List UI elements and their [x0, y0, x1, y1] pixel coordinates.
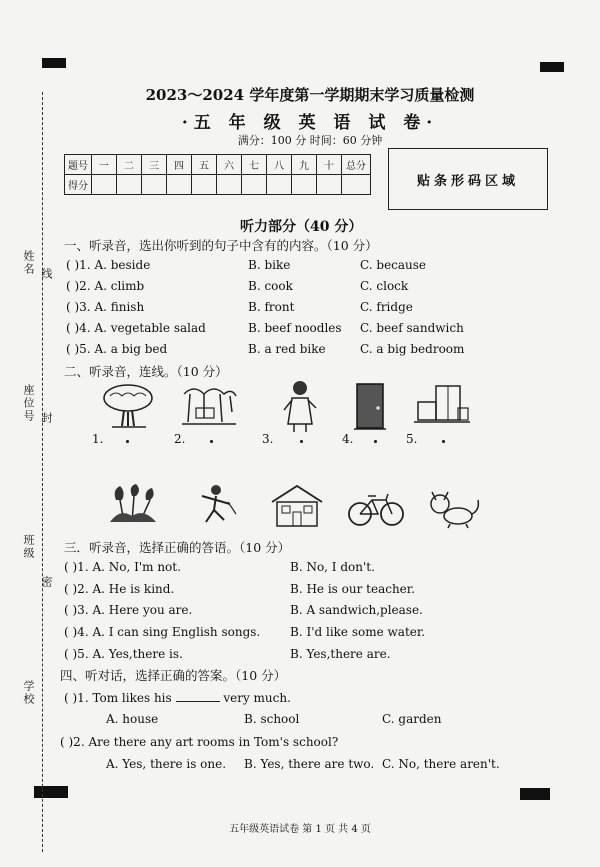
match-number: 1.	[92, 432, 104, 446]
score-cell[interactable]	[92, 175, 117, 195]
part1-heading: 一、听录音，选出你听到的句子中含有的内容。（10 分）	[64, 238, 378, 253]
score-table-col: 一	[92, 155, 117, 175]
registration-mark-top-left	[42, 58, 66, 68]
girl-illustration	[282, 378, 318, 434]
score-table-col: 六	[217, 155, 242, 175]
score-table-col: 七	[242, 155, 267, 175]
house-illustration	[268, 484, 326, 528]
score-table-col: 总分	[342, 155, 371, 175]
match-number: 3.	[262, 432, 274, 446]
part3-question-text: ( )3. A. Here you are.	[64, 603, 193, 617]
score-table-header-row	[65, 155, 371, 175]
part1-option-c: C. a big bedroom	[360, 342, 465, 356]
registration-mark-top-right	[540, 62, 564, 72]
score-table-score-row	[65, 175, 371, 195]
part4-q1-text-before: ( )1. Tom likes his	[64, 691, 172, 705]
match-dot[interactable]	[374, 440, 377, 443]
score-table-row-label: 题号	[65, 155, 92, 175]
seat-number-label: 座位号	[22, 384, 35, 423]
binding-line	[42, 92, 43, 852]
part4-heading: 四、听对话，选择正确的答案。（10 分）	[60, 668, 287, 683]
score-table-col: 五	[192, 155, 217, 175]
score-table-col: 三	[142, 155, 167, 175]
part4-q2-option-b: B. Yes, there are two.	[244, 757, 375, 771]
page-footer: 五年级英语试卷 第 1 页 共 4 页	[229, 824, 371, 835]
part1-option-c: C. clock	[360, 279, 409, 293]
score-cell[interactable]	[267, 175, 292, 195]
match-dot[interactable]	[442, 440, 445, 443]
score-cell[interactable]	[192, 175, 217, 195]
score-table-row-label: 得分	[65, 175, 92, 195]
tree-illustration	[100, 382, 156, 430]
score-table-col: 十	[317, 155, 342, 175]
part1-question-text: ( )2. A. climb	[66, 279, 145, 293]
part1-option-b: B. front	[248, 300, 295, 314]
match-number: 2.	[174, 432, 186, 446]
part1-question-text: ( )5. A. a big bed	[66, 342, 168, 356]
part1-option-b: B. a red bike	[248, 342, 326, 356]
score-table-col: 四	[167, 155, 192, 175]
part4-q1-option-a: A. house	[106, 712, 159, 726]
part1-option-c: C. because	[360, 258, 427, 272]
score-table-col: 九	[292, 155, 317, 175]
door-illustration	[354, 382, 386, 432]
score-cell[interactable]	[142, 175, 167, 195]
score-table	[64, 154, 371, 195]
part4-question-2: ( )2. Are there any art rooms in Tom's school?	[60, 735, 339, 749]
part1-question-text: ( )3. A. finish	[66, 300, 145, 314]
part3-heading: 三．听录音，选择正确的答语。（10 分）	[64, 540, 291, 555]
part3-question-text: ( )5. A. Yes,there is.	[64, 647, 183, 661]
match-number: 5.	[406, 432, 418, 446]
binding-mark-line: 线	[40, 268, 53, 281]
match-dot[interactable]	[210, 440, 213, 443]
park-trees-illustration	[180, 382, 238, 430]
part3-option-b: B. No, I don't.	[290, 560, 375, 574]
part2-heading: 二、听录音，连线。（10 分）	[64, 364, 228, 379]
part1-option-c: C. beef sandwich	[360, 321, 464, 335]
score-cell[interactable]	[317, 175, 342, 195]
part1-option-b: B. cook	[248, 279, 293, 293]
furniture-illustration	[414, 384, 470, 428]
bike-illustration	[346, 488, 406, 528]
flowers-illustration	[102, 482, 162, 528]
match-dot[interactable]	[300, 440, 303, 443]
part4-q1-option-c: C. garden	[382, 712, 442, 726]
cat-illustration	[424, 486, 480, 530]
listening-section-title: 听力部分（40 分）	[240, 219, 363, 235]
part3-option-b: B. He is our teacher.	[290, 582, 416, 596]
part3-question-text: ( )2. A. He is kind.	[64, 582, 175, 596]
part4-q1-option-b: B. school	[244, 712, 300, 726]
score-cell[interactable]	[217, 175, 242, 195]
binding-mark-secret: 密	[40, 576, 53, 589]
score-cell[interactable]	[242, 175, 267, 195]
part4-q2-option-a: A. Yes, there is one.	[106, 757, 227, 771]
part4-question-1	[64, 690, 291, 705]
part3-question-text: ( )1. A. No, I'm not.	[64, 560, 181, 574]
fill-in-blank[interactable]	[176, 690, 220, 702]
exam-subtitle: ·五 年 级 英 语 试 卷·	[181, 113, 439, 133]
part3-question-text: ( )4. A. I can sing English songs.	[64, 625, 261, 639]
match-number: 4.	[342, 432, 354, 446]
score-table-col: 二	[117, 155, 142, 175]
part1-option-c: C. fridge	[360, 300, 413, 314]
part1-question-text: ( )1. A. beside	[66, 258, 151, 272]
score-cell[interactable]	[167, 175, 192, 195]
part1-option-b: B. bike	[248, 258, 291, 272]
exam-meta: 满分：100 分 时间：60 分钟	[237, 134, 383, 147]
score-table-col: 八	[267, 155, 292, 175]
part3-option-b: B. A sandwich,please.	[290, 603, 423, 617]
score-cell[interactable]	[292, 175, 317, 195]
part3-option-b: B. Yes,there are.	[290, 647, 391, 661]
part1-question-text: ( )4. A. vegetable salad	[66, 321, 206, 335]
climbing-child-illustration	[192, 482, 240, 530]
exam-title: 2023～2024 学年度第一学期期末学习质量检测	[145, 86, 475, 104]
class-label: 班级	[22, 534, 35, 560]
school-label: 学校	[22, 680, 35, 706]
part3-option-b: B. I'd like some water.	[290, 625, 426, 639]
registration-mark-bottom-right	[520, 788, 550, 800]
score-cell[interactable]	[117, 175, 142, 195]
part1-option-b: B. beef noodles	[248, 321, 342, 335]
score-cell[interactable]	[342, 175, 371, 195]
barcode-area: 贴条形码区域	[388, 148, 548, 210]
part4-q2-option-c: C. No, there aren't.	[382, 757, 500, 771]
registration-mark-bottom-left	[34, 786, 68, 798]
binding-mark-seal: 封	[40, 412, 53, 425]
part4-q1-text-after: very much.	[223, 691, 291, 705]
name-label: 姓名	[22, 250, 35, 276]
match-dot[interactable]	[126, 440, 129, 443]
